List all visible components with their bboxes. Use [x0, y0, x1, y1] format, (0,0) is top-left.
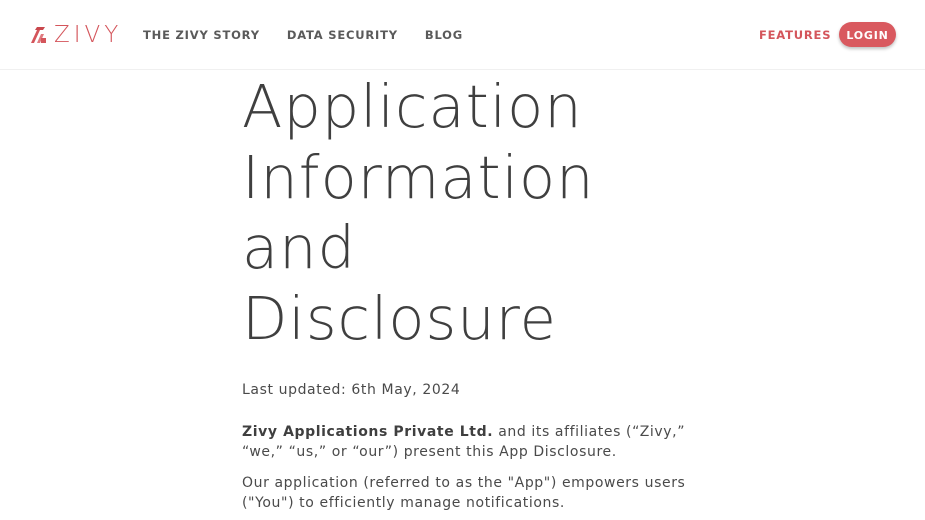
page-title-line: Information [242, 142, 595, 212]
page-title-line: Application [242, 72, 583, 141]
main-content [242, 72, 702, 511]
intro-paragraph-text: and its affiliates (“Zivy,” “we,” “us,” or “our”) present this App Disclosure. [242, 424, 686, 460]
page-title-line: Disclosure [242, 283, 557, 353]
page-title [242, 72, 702, 354]
app-description-paragraph: Our application (referred to as the "App") empowers users ("You") to efficiently manage notifications. [242, 475, 686, 511]
intro-paragraph [242, 422, 702, 462]
logo-text: ZIVY [54, 22, 123, 48]
primary-nav [143, 28, 463, 42]
page-title-line: and [242, 213, 356, 282]
nav-link-data-security[interactable]: DATA SECURITY [286, 28, 398, 42]
nav-link-zivy-story[interactable]: THE ZIVY STORY [143, 28, 260, 42]
top-navbar [0, 0, 925, 70]
nav-link-features[interactable]: FEATURES [759, 28, 832, 42]
nav-link-blog[interactable]: BLOG [424, 28, 463, 42]
last-updated-text: Last updated: 6th May, 2024 [242, 382, 461, 398]
login-button[interactable]: LOGIN [839, 22, 896, 47]
zivy-logo-icon [29, 26, 47, 44]
company-name: Zivy Applications Private Ltd. [242, 424, 494, 440]
zivy-logo[interactable] [29, 22, 123, 48]
